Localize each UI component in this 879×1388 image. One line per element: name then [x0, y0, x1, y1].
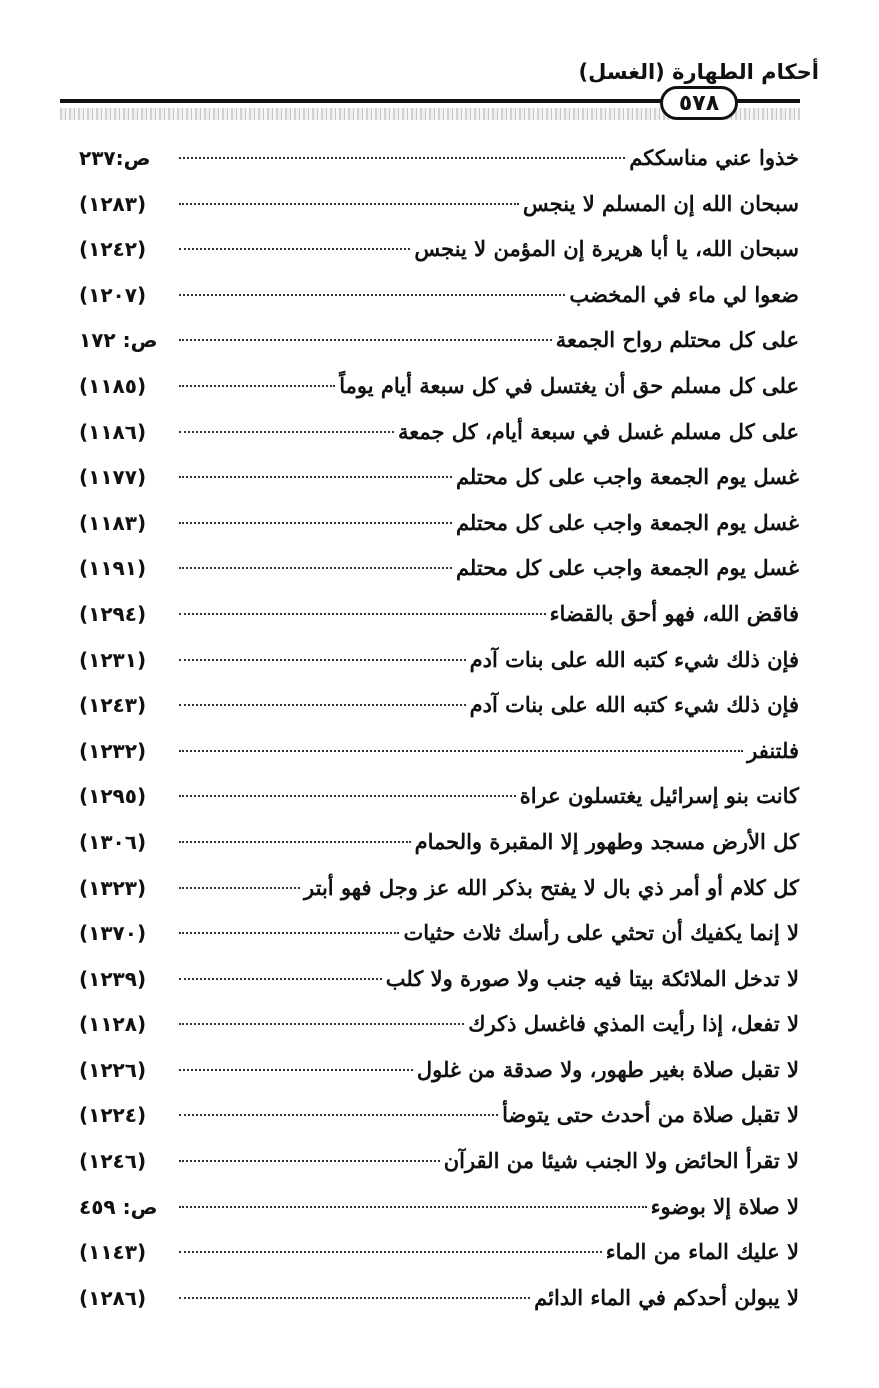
dot-leader [179, 795, 516, 797]
dot-leader [179, 750, 743, 752]
entry-text: على كل محتلم رواح الجمعة [555, 327, 799, 353]
entry-reference: (١٢٣٩) [79, 966, 147, 991]
entry-reference: (١٣٢٣) [79, 875, 147, 900]
index-entry [79, 327, 799, 373]
index-entry [79, 1285, 799, 1331]
index-entry [79, 1102, 799, 1148]
entry-text: سبحان الله إن المسلم لا ينجس [522, 190, 799, 216]
entry-reference: ص: ٤٥٩ [79, 1194, 158, 1219]
dot-leader [179, 1297, 530, 1299]
entry-text: على كل مسلم حق أن يغتسل في كل سبعة أيام يوماً [339, 372, 799, 398]
entry-text: فلتنفر [747, 737, 799, 763]
entry-reference: (١٣٠٦) [79, 829, 147, 854]
entry-reference: (١٢٤٦) [79, 1149, 147, 1174]
hadith-index-list [79, 145, 799, 1330]
entry-text: على كل مسلم غسل في سبعة أيام، كل جمعة [397, 418, 799, 444]
entry-text: غسل يوم الجمعة واجب على كل محتلم [455, 555, 799, 581]
index-entry [79, 966, 799, 1012]
dot-leader [179, 203, 519, 205]
dot-leader [179, 978, 382, 980]
entry-text: فإن ذلك شيء كتبه الله على بنات آدم [469, 646, 799, 672]
entry-text: كل كلام أو أمر ذي بال لا يفتح بذكر الله عز وجل فهو أبتر [304, 874, 799, 900]
index-entry [79, 875, 799, 921]
index-entry [79, 692, 799, 738]
index-entry [79, 555, 799, 601]
dot-leader [179, 1251, 602, 1253]
entry-text: غسل يوم الجمعة واجب على كل محتلم [455, 464, 799, 490]
index-entry [79, 783, 799, 829]
index-entry [79, 510, 799, 556]
index-entry [79, 1011, 799, 1057]
entry-reference: (١٢٨٦) [79, 1285, 147, 1310]
entry-text: لا عليك الماء من الماء [605, 1239, 799, 1265]
entry-text: خذوا عني مناسككم [629, 145, 799, 170]
dot-leader [179, 932, 399, 934]
dot-leader [179, 522, 452, 524]
entry-reference: (١١٨٣) [79, 510, 147, 535]
index-entry [79, 647, 799, 693]
index-entry [79, 282, 799, 328]
index-entry [79, 920, 799, 966]
entry-text: فاقض الله، فهو أحق بالقضاء [549, 600, 799, 626]
entry-reference: (١٢٩٥) [79, 784, 147, 809]
entry-text: لا تقبل صلاة من أحدث حتى يتوضأ [502, 1102, 799, 1128]
page-number: ٥٧٨ [660, 86, 738, 120]
dot-leader [179, 613, 546, 615]
dot-leader [179, 476, 452, 478]
entry-reference: (١٢٠٧) [79, 282, 147, 307]
entry-reference: (١١٧٧) [79, 465, 147, 490]
entry-text: لا تقرأ الحائض ولا الجنب شيئا من القرآن [443, 1148, 799, 1174]
dot-leader [179, 1114, 498, 1116]
dot-leader [179, 385, 335, 387]
entry-reference: (١١٨٥) [79, 373, 147, 398]
entry-text: لا صلاة إلا بوضوء [650, 1193, 799, 1219]
dot-leader [179, 1023, 464, 1025]
index-entry [79, 1057, 799, 1103]
entry-text: ضعوا لي ماء في المخضب [569, 281, 799, 307]
dot-leader [179, 431, 394, 433]
entry-reference: (١١٩١) [79, 556, 147, 581]
entry-text: غسل يوم الجمعة واجب على كل محتلم [455, 509, 799, 535]
index-entry [79, 1239, 799, 1285]
index-entry [79, 145, 799, 191]
index-entry [79, 236, 799, 282]
dot-leader [179, 1160, 440, 1162]
dot-leader [179, 841, 411, 843]
dot-leader [179, 1206, 647, 1208]
dot-leader [179, 567, 452, 569]
index-entry [79, 373, 799, 419]
index-entry [79, 829, 799, 875]
entry-text: لا تدخل الملائكة بيتا فيه جنب ولا صورة ولا كلب [385, 965, 799, 991]
entry-reference: (١١٨٦) [79, 419, 147, 444]
entry-reference: (١٢٣١) [79, 647, 147, 672]
entry-text: لا تقبل صلاة بغير طهور، ولا صدقة من غلول [416, 1056, 799, 1082]
dot-leader [179, 248, 410, 250]
index-entry [79, 601, 799, 647]
running-header-title: أحكام الطهارة (الغسل) [578, 60, 819, 84]
entry-reference: (١٢٨٣) [79, 191, 147, 216]
entry-text: لا يبولن أحدكم في الماء الدائم [534, 1284, 799, 1310]
entry-reference: (١٣٧٠) [79, 921, 147, 946]
dot-leader [179, 887, 300, 889]
index-entry [79, 738, 799, 784]
entry-reference: ص:٢٣٧ [79, 146, 151, 170]
dot-leader [179, 339, 552, 341]
dot-leader [179, 659, 466, 661]
entry-text: كانت بنو إسرائيل يغتسلون عراة [519, 783, 799, 809]
index-entry [79, 1148, 799, 1194]
index-entry [79, 191, 799, 237]
dot-leader [179, 294, 565, 296]
entry-text: سبحان الله، يا أبا هريرة إن المؤمن لا ينجس [414, 236, 799, 262]
index-entry [79, 464, 799, 510]
dot-leader [179, 157, 625, 159]
entry-reference: (١١٢٨) [79, 1012, 147, 1037]
entry-reference: (١٢٩٤) [79, 601, 147, 626]
entry-reference: (١٢٣٢) [79, 738, 147, 763]
entry-reference: (١٢٤٢) [79, 237, 147, 262]
entry-text: لا إنما يكفيك أن تحثي على رأسك ثلاث حثيات [403, 920, 799, 946]
entry-text: فإن ذلك شيء كتبه الله على بنات آدم [469, 692, 799, 718]
entry-text: لا تفعل، إذا رأيت المذي فاغسل ذكرك [468, 1011, 799, 1037]
index-entry [79, 1194, 799, 1240]
entry-reference: (١٢٤٣) [79, 693, 147, 718]
entry-reference: (١١٤٣) [79, 1240, 147, 1265]
dot-leader [179, 1069, 413, 1071]
index-entry [79, 419, 799, 465]
entry-reference: ص: ١٧٢ [79, 328, 158, 353]
entry-reference: (١٢٢٦) [79, 1057, 147, 1082]
entry-text: كل الأرض مسجد وطهور إلا المقبرة والحمام [414, 828, 799, 854]
entry-reference: (١٢٢٤) [79, 1103, 147, 1128]
dot-leader [179, 704, 466, 706]
